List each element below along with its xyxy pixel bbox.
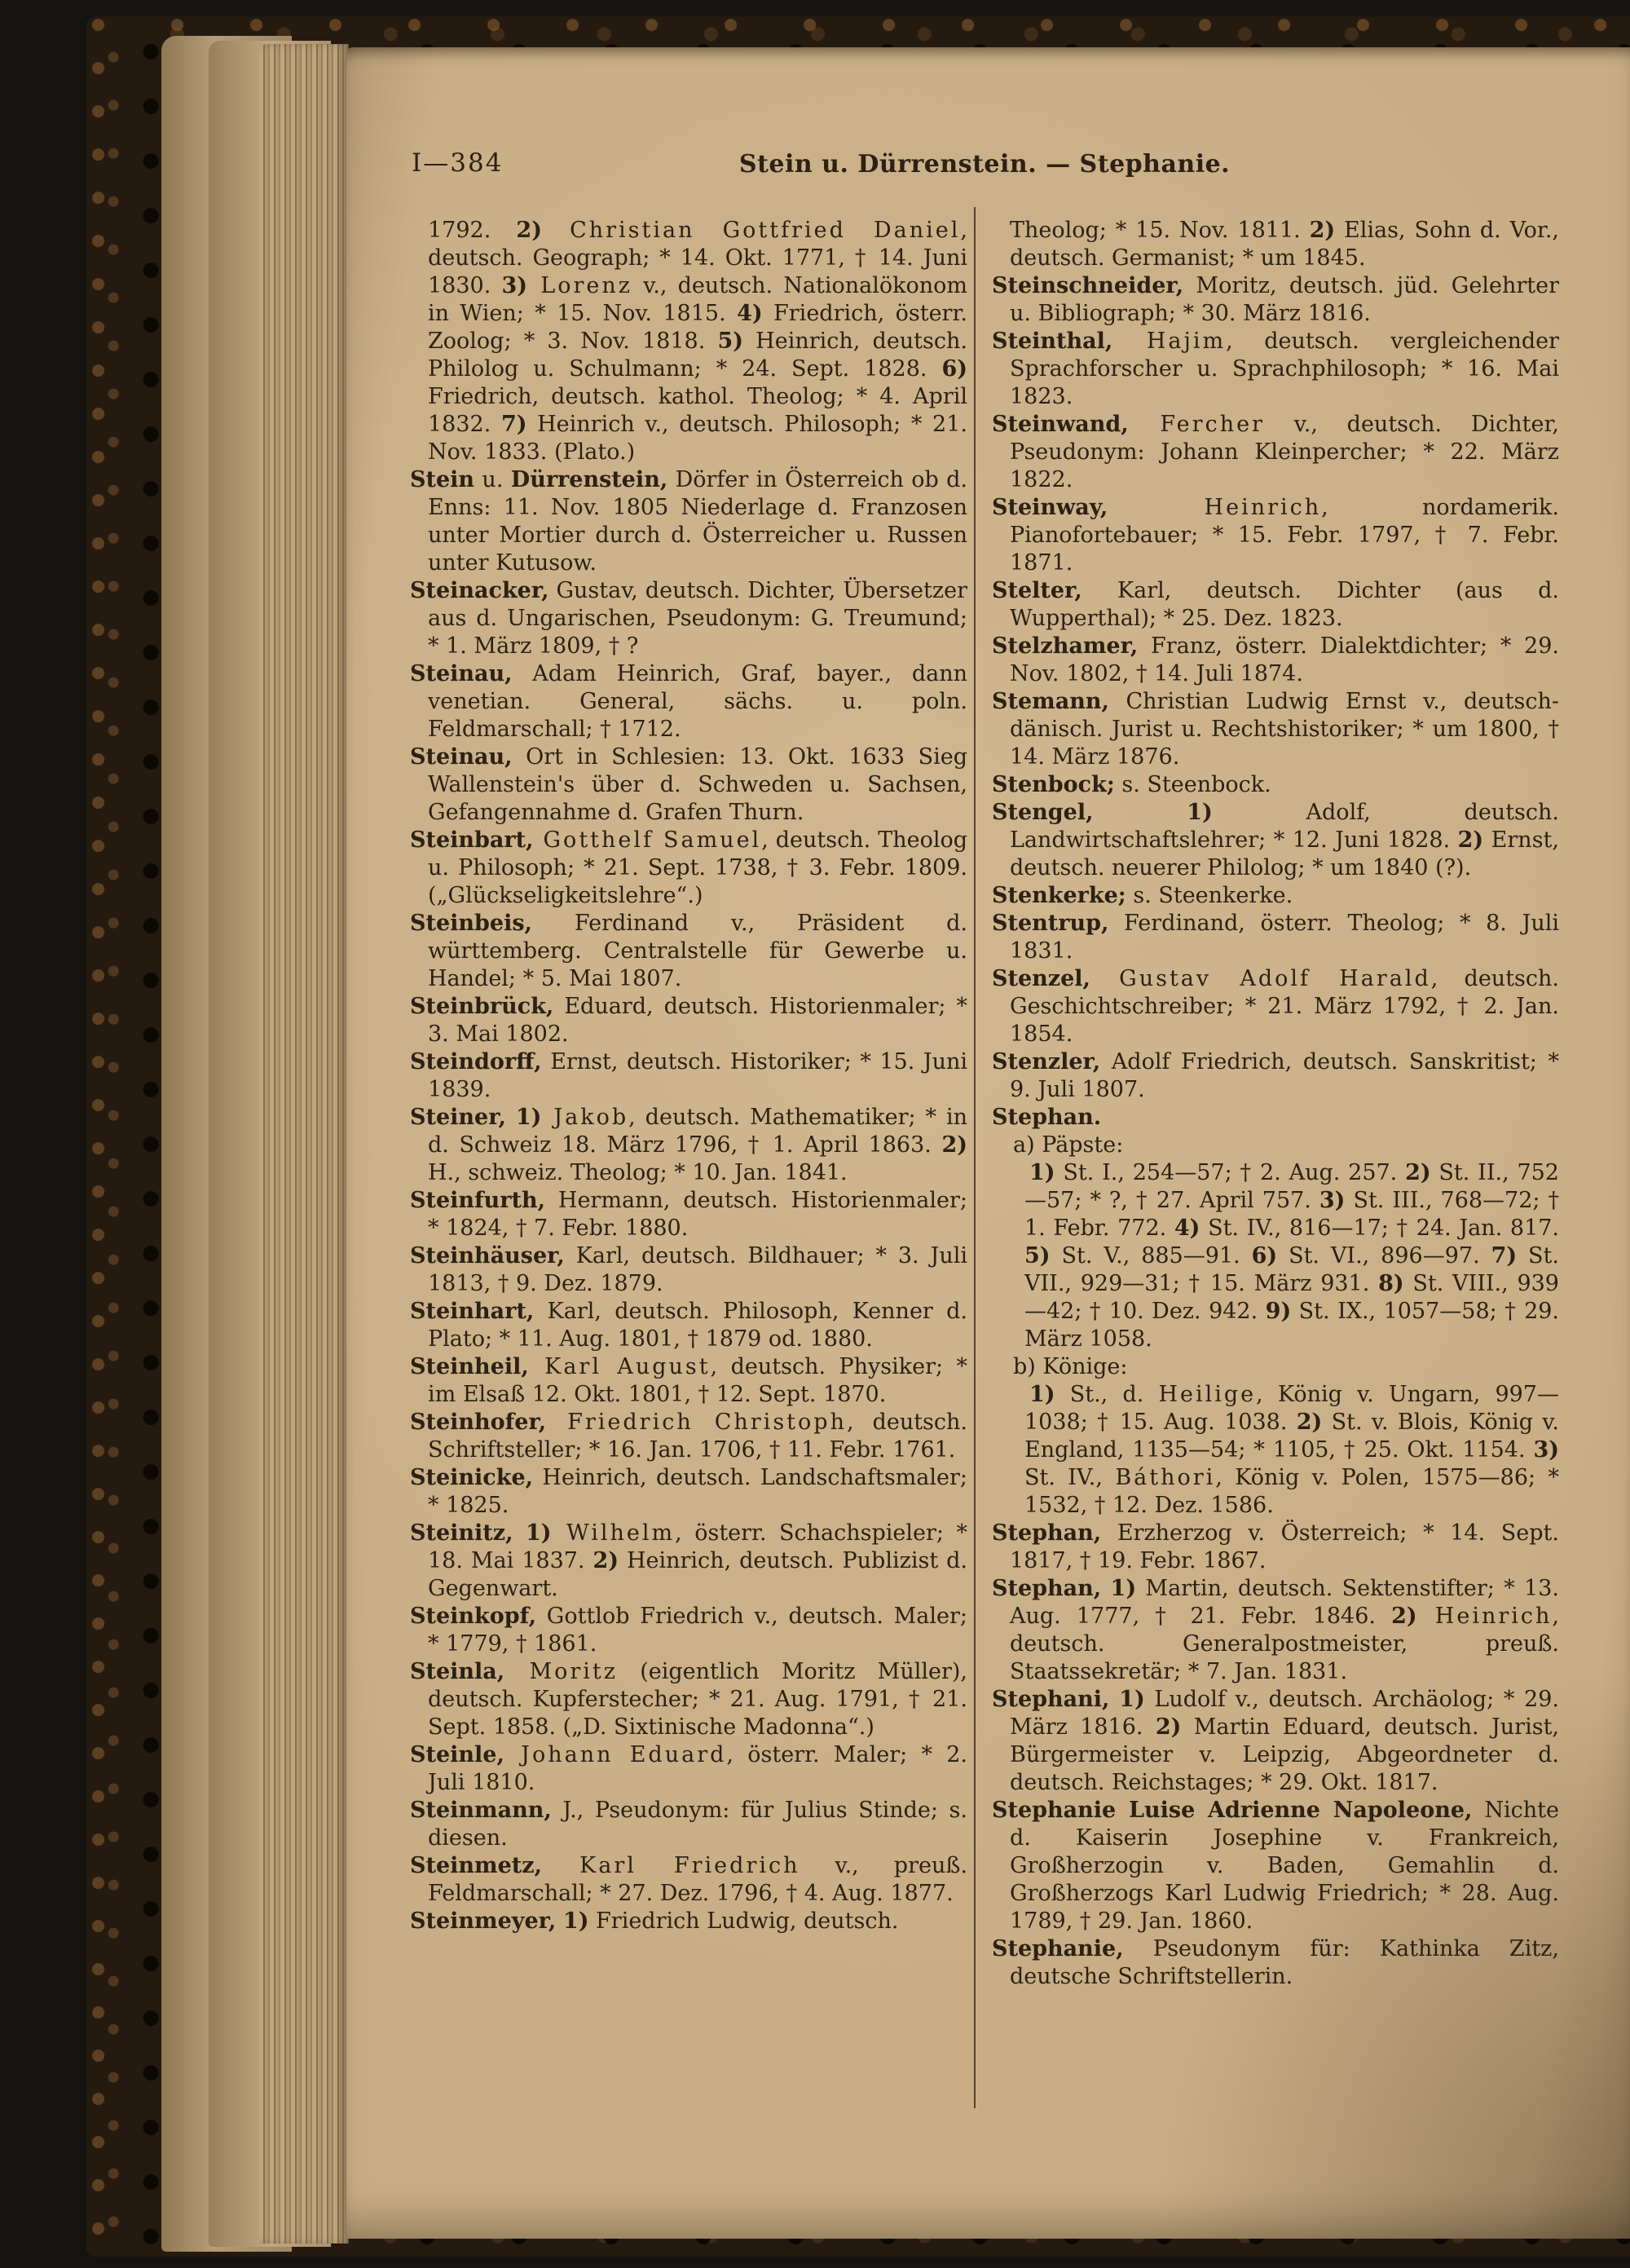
entry-text: Christian Ludwig Ernst v., deutsch-dänisch. Jurist u. Rechtshistoriker; * um 1800, † 14. März 1876. [1010, 689, 1559, 770]
entry-headword: Stenbock; [992, 772, 1115, 797]
entry-text: v., deutsch. Dichter, Pseudonym: Johann Kleinpercher; * 22. März 1822. [1010, 412, 1559, 492]
entry-headword: Steinhäuser, [410, 1243, 565, 1269]
entry-headword: Stephanie, [992, 1936, 1124, 1961]
entry-headword: 9) [1265, 1299, 1292, 1324]
entry-headword: 4) [737, 301, 763, 326]
entry-headword: Stephanie Luise Adrienne Napoleone, [992, 1798, 1473, 1823]
entry-text: Gustav Adolf Harald [1090, 966, 1431, 991]
dictionary-entry [992, 1381, 1559, 1520]
entry-headword: Stengel, [992, 800, 1094, 825]
dictionary-entry [992, 1575, 1559, 1686]
entry-headword: Steinbrück, [410, 994, 554, 1019]
dictionary-entry [992, 799, 1559, 882]
dictionary-entry [992, 1797, 1559, 1935]
dictionary-entry [410, 466, 967, 577]
entry-headword: Stephan. [992, 1105, 1102, 1130]
entry-text: Gotthelf Samuel [533, 827, 762, 853]
entry-headword: Stenzler, [992, 1049, 1101, 1074]
entry-headword: Stelzhamer, [992, 633, 1139, 659]
entry-text: Adolf Friedrich, deutsch. Sanskritist; * 9. Juli 1807. [1010, 1049, 1559, 1102]
entry-headword: 2) [516, 218, 542, 243]
entry-headword: 1) [525, 1520, 552, 1546]
entry-headword: 2) [1457, 827, 1484, 853]
entry-text [1101, 1576, 1110, 1601]
dictionary-entry [992, 411, 1559, 494]
entry-headword: 1) [515, 1105, 542, 1130]
entry-text: J., Pseudonym: für Julius Stinde; s. diesen. [428, 1798, 967, 1851]
entry-headword: 1) [1029, 1382, 1055, 1407]
entry-text: Moritz, deutsch. jüd. Gelehrter u. Bibliograph; * 30. März 1816. [1010, 273, 1559, 326]
entry-headword: Steinwand, [992, 412, 1129, 437]
dictionary-entry [992, 272, 1559, 328]
dictionary-entry [410, 1797, 967, 1852]
dictionary-entry [992, 217, 1559, 272]
entry-text: , deutsch. Physiker; * im Elsaß 12. Okt. 1801, † 12. Sept. 1870. [428, 1354, 967, 1407]
entry-text [1094, 800, 1187, 825]
page-stack-edge-lines [259, 44, 349, 2244]
entry-text [1109, 1687, 1119, 1712]
entry-headword: 5) [1024, 1243, 1051, 1269]
dictionary-entry [410, 1658, 967, 1741]
entry-text: Heinrich [1416, 1604, 1553, 1629]
dictionary-entry [410, 217, 967, 466]
entry-text: , nordamerik. Pianofortebauer; * 15. Febr. 1797, † 7. Febr. 1871. [1010, 495, 1559, 576]
entry-text: Dörfer in Österreich ob d. Enns: 11. Nov. 1805 Niederlage d. Franzosen unter Mortier durch d. Österreicher u. Russen unter Kutusow. [428, 467, 967, 576]
entry-text: Erzherzog v. Österreich; * 14. Sept. 1817, † 19. Febr. 1867. [1010, 1520, 1559, 1573]
dictionary-entry [992, 1353, 1559, 1381]
entry-text: St. VII., 929—31; † 15. März 931. [1024, 1243, 1559, 1296]
entry-text: St. IX., 1057—58; † 29. März 1058. [1024, 1299, 1559, 1352]
entry-headword: Steinau, [410, 661, 513, 686]
dictionary-entry [410, 1048, 967, 1104]
entry-headword: Steinhart, [410, 1299, 535, 1324]
entry-text: St. VIII., 939—42; † 10. Dez. 942. [1024, 1271, 1559, 1324]
entry-text: Heinrich, deutsch. Landschaftsmaler; * 1825. [428, 1465, 967, 1518]
entry-text: Fercher [1128, 412, 1265, 437]
entry-text: Martin, deutsch. Sektenstifter; * 13. Aug. 1777, † 21. Febr. 1846. [1010, 1576, 1559, 1629]
dictionary-entry [410, 1409, 967, 1464]
entry-text: Karl, deutsch. Bildhauer; * 3. Juli 1813, † 9. Dez. 1879. [428, 1243, 967, 1296]
entry-text: , österr. Schachspieler; * 18. Mai 1837. [428, 1520, 967, 1573]
entry-headword: Steinicke, [410, 1465, 534, 1490]
entry-headword: Steindorff, [410, 1049, 542, 1074]
dictionary-entry [992, 1686, 1559, 1797]
entry-text: Friedrich, österr. Zoolog; * 3. Nov. 1818. [428, 301, 967, 354]
right-column [992, 217, 1559, 2110]
entry-text: s. Steenbock. [1114, 772, 1271, 797]
dictionary-entry [410, 1242, 967, 1298]
entry-text: Hajim [1112, 329, 1227, 354]
entry-text [556, 1908, 563, 1934]
entry-text: Karl Friedrich [542, 1853, 800, 1878]
entry-text: Johann Eduard [504, 1742, 727, 1767]
entry-headword: 1) [1110, 1576, 1137, 1601]
entry-text: Heinrich [1108, 495, 1322, 520]
entry-text: , deutsch. Mathematiker; * in d. Schweiz 18. März 1796, † 1. April 1863. [428, 1105, 967, 1158]
dictionary-entry [410, 1104, 967, 1187]
entry-text: (eigentlich Moritz Müller), deutsch. Kupferstecher; * 21. Aug. 1791, † 21. Sept. 1858. („D. Sixtinische Madonna“.) [428, 1659, 967, 1740]
entry-text: St. IV., [1024, 1465, 1116, 1490]
entry-text: Eduard, deutsch. Historienmaler; * 3. Mai 1802. [428, 994, 967, 1047]
entry-text: Friedrich Ludwig, deutsch. [588, 1908, 899, 1934]
dictionary-entry [992, 577, 1559, 633]
entry-text: St. II., 752—57; * ?, † 27. April 757. [1024, 1160, 1559, 1213]
entry-headword: Steinkopf, [410, 1604, 537, 1629]
entry-headword: 2) [1309, 218, 1336, 243]
entry-text: , deutsch. Schriftsteller; * 16. Jan. 1706, † 11. Febr. 1761. [428, 1410, 967, 1463]
entry-text: Jakob [541, 1105, 629, 1130]
entry-headword: 8) [1378, 1271, 1404, 1296]
entry-text: Heinrich v., deutsch. Philosoph; * 21. Nov. 1833. (Plato.) [428, 412, 967, 465]
entry-text: Franz, österr. Dialektdichter; * 29. Nov. 1802, † 14. Juli 1874. [1010, 633, 1559, 686]
entry-headword: Steinau, [410, 744, 513, 770]
entry-headword: Steiner, [410, 1105, 506, 1130]
page-number: I—384 [412, 148, 504, 178]
entry-headword: 3) [1319, 1188, 1346, 1213]
dictionary-entry [410, 827, 967, 910]
dictionary-entry [410, 743, 967, 827]
dictionary-entry [410, 910, 967, 993]
entry-text: , deutsch. vergleichender Sprachforscher u. Sprachphilosoph; * 16. Mai 1823. [1010, 329, 1559, 409]
dictionary-entry [410, 993, 967, 1048]
entry-headword: 7) [1491, 1243, 1518, 1269]
entry-text: St. v. Blois, König v. England, 1135—54; * 1105, † 25. Okt. 1154. [1024, 1410, 1559, 1463]
dictionary-entry [992, 1520, 1559, 1575]
entry-text: Christian Gottfried Daniel [541, 218, 961, 243]
entry-text: Lorenz [527, 273, 632, 298]
entry-text: Ernst, deutsch. neuerer Philolog; * um 1840 (?). [1010, 827, 1559, 880]
entry-headword: Stephan, [992, 1576, 1102, 1601]
entry-headword: 6) [941, 356, 967, 382]
entry-headword: Steinschneider, [992, 273, 1184, 298]
dictionary-entry [992, 1935, 1559, 1991]
entry-text: 1792. [428, 218, 517, 243]
entry-text: Martin Eduard, deutsch. Jurist, Bürgermeister v. Leipzig, Abgeordneter d. deutsch. Reichstages; * 29. Okt. 1817. [1010, 1714, 1559, 1795]
entry-text: a) Päpste: [1013, 1132, 1124, 1158]
entry-text: St., d. [1055, 1382, 1159, 1407]
entry-text: Nichte d. Kaiserin Josephine v. Frankreich, Großherzogin v. Baden, Gemahlin d. Großherzogs Karl Ludwig Friedrich; * 28. Aug. 1789, † 29. Jan. 1860. [1010, 1798, 1559, 1934]
entry-headword: Stein [410, 467, 475, 492]
entry-headword: Stentrup, [992, 911, 1109, 936]
running-title: Stein u. Dürrenstein. — Stephanie. [738, 150, 1231, 179]
dictionary-entry [410, 1353, 967, 1409]
entry-text: Báthori [1115, 1465, 1216, 1490]
entry-headword: Steinbeis, [410, 911, 532, 936]
entry-text: St. III., 768—72; † 1. Febr. 772. [1024, 1188, 1559, 1241]
dictionary-entry [410, 1187, 967, 1242]
entry-text: Gottlob Friedrich v., deutsch. Maler; * 1779, † 1861. [428, 1604, 967, 1657]
entry-headword: Stenkerke; [992, 883, 1126, 908]
entry-text: Moritz [504, 1659, 618, 1684]
entry-text: Ernst, deutsch. Historiker; * 15. Juni 1839. [428, 1049, 967, 1102]
entry-text: , König v. Ungarn, 997—1038; † 15. Aug. 1038. [1024, 1382, 1559, 1435]
entry-headword: Steinbart, [410, 827, 534, 853]
entry-headword: 7) [500, 412, 527, 437]
entry-headword: Steinmetz, [410, 1853, 542, 1878]
entry-headword: 3) [501, 273, 528, 298]
entry-text: H., schweiz. Theolog; * 10. Jan. 1841. [428, 1160, 848, 1185]
entry-headword: 1) [1029, 1160, 1055, 1185]
entry-headword: Steinhofer, [410, 1410, 547, 1435]
entry-text: Elias, Sohn d. Vor., deutsch. Germanist; * um 1845. [1010, 218, 1559, 271]
dictionary-entry [992, 494, 1559, 577]
entry-text: v., deutsch. Nationalökonom in Wien; * 15. Nov. 1815. [428, 273, 967, 326]
entry-headword: Stemann, [992, 689, 1109, 714]
dictionary-entry [992, 910, 1559, 965]
entry-headword: 4) [1174, 1216, 1200, 1241]
entry-headword: 3) [1533, 1437, 1559, 1463]
entry-text: , deutsch. Theolog u. Philosoph; * 21. Sept. 1738, † 3. Febr. 1809. („Glückseligkeitslehre“.) [428, 827, 967, 908]
entry-text: Adam Heinrich, Graf, bayer., dann venetian. General, sächs. u. poln. Feldmarschall; † 1712. [428, 661, 967, 742]
entry-text: St. IV., 816—17; † 24. Jan. 817. [1200, 1216, 1559, 1241]
entry-headword: 1) [1119, 1687, 1145, 1712]
dictionary-entry [992, 633, 1559, 688]
entry-text: Heinrich, deutsch. Philolog u. Schulmann; * 24. Sept. 1828. [428, 329, 967, 382]
dictionary-entry [410, 660, 967, 743]
dictionary-entry [992, 771, 1559, 799]
entry-text [506, 1105, 516, 1130]
dictionary-entry [992, 1159, 1559, 1353]
entry-headword: Stenzel, [992, 966, 1090, 991]
entry-headword: Steinitz, [410, 1520, 513, 1546]
entry-text: u. [474, 467, 511, 492]
entry-headword: Steinmann, [410, 1798, 552, 1823]
entry-text: Wilhelm [551, 1520, 676, 1546]
dictionary-entry [992, 882, 1559, 910]
dictionary-entry [992, 965, 1559, 1048]
entry-headword: Stelter, [992, 578, 1082, 603]
entry-text: St. VI., 896—97. [1277, 1243, 1491, 1269]
entry-text: v., preuß. Feldmarschall; * 27. Dez. 1796, † 4. Aug. 1877. [428, 1853, 967, 1906]
entry-headword: Steinway, [992, 495, 1108, 520]
entry-text: Karl August [528, 1354, 711, 1379]
entry-text: Hermann, deutsch. Historienmaler; * 1824, † 7. Febr. 1880. [428, 1188, 967, 1241]
entry-headword: Steinacker, [410, 578, 549, 603]
entry-headword: 2) [1296, 1410, 1323, 1435]
dictionary-entry [410, 1908, 967, 1935]
dictionary-entry [410, 577, 967, 660]
entry-text: St. I., 254—57; † 2. Aug. 257. [1055, 1160, 1406, 1185]
dictionary-entry [992, 1132, 1559, 1159]
entry-text: Heinrich, deutsch. Publizist d. Gegenwart. [428, 1548, 967, 1601]
entry-headword: 5) [717, 329, 744, 354]
dictionary-entry [410, 1852, 967, 1908]
entry-text: , österr. Maler; * 2. Juli 1810. [428, 1742, 967, 1795]
entry-headword: Steinfurth, [410, 1188, 546, 1213]
entry-text: , deutsch. Geograph; * 14. Okt. 1771, † 14. Juni 1830. [428, 218, 967, 298]
entry-headword: Stephani, [992, 1687, 1110, 1712]
dictionary-entry [410, 1464, 967, 1520]
entry-text: Adolf, deutsch. Landwirtschaftslehrer; * 12. Juni 1828. [1010, 800, 1559, 853]
entry-headword: Steinmeyer, [410, 1908, 557, 1934]
entry-headword: Steinla, [410, 1659, 505, 1684]
entry-text: St. V., 885—91. [1050, 1243, 1252, 1269]
entry-text: Karl, deutsch. Philosoph, Kenner d. Plato; * 11. Aug. 1801, † 1879 od. 1880. [428, 1299, 967, 1352]
entry-headword: Steinthal, [992, 329, 1113, 354]
entry-headword: 2) [593, 1548, 619, 1573]
entry-text: Karl, deutsch. Dichter (aus d. Wupperthal); * 25. Dez. 1823. [1010, 578, 1559, 631]
entry-headword: Stephan, [992, 1520, 1102, 1546]
entry-text: Heilige [1158, 1382, 1257, 1407]
entry-text: b) Könige: [1013, 1354, 1128, 1379]
entry-headword: 2) [941, 1132, 967, 1158]
entry-text [513, 1520, 526, 1546]
left-column [410, 217, 967, 2110]
entry-text: s. Steenkerke. [1126, 883, 1293, 908]
entry-headword: Dürrenstein, [510, 467, 668, 492]
entry-text: Friedrich, deutsch. kathol. Theolog; * 4. April 1832. [428, 384, 967, 437]
entry-text: , deutsch. Geschichtschreiber; * 21. März 1792, † 2. Jan. 1854. [1010, 966, 1559, 1047]
entry-text: Ort in Schlesien: 13. Okt. 1633 Sieg Wallenstein's über d. Schweden u. Sachsen, Gefangennahme d. Grafen Thurn. [428, 744, 967, 825]
entry-headword: 2) [1155, 1714, 1182, 1740]
entry-text: Gustav, deutsch. Dichter, Übersetzer aus d. Ungarischen, Pseudonym: G. Treumund; * 1. März 1809, † ? [428, 578, 967, 659]
entry-text: Friedrich Christoph [546, 1410, 847, 1435]
entry-text: , König v. Polen, 1575—86; * 1532, † 12. Dez. 1586. [1024, 1465, 1559, 1518]
entry-text: Theolog; * 15. Nov. 1811. [1010, 218, 1310, 243]
entry-headword: 2) [1405, 1160, 1431, 1185]
dictionary-entry [992, 328, 1559, 411]
entry-text: Ferdinand, österr. Theolog; * 8. Juli 1831. [1010, 911, 1559, 964]
entry-headword: 1) [1187, 800, 1213, 825]
dictionary-entry [410, 1741, 967, 1797]
dictionary-entry [992, 1104, 1559, 1132]
dictionary-entry [410, 1603, 967, 1658]
dictionary-entry [410, 1298, 967, 1353]
entry-headword: 6) [1251, 1243, 1278, 1269]
entry-headword: 1) [562, 1908, 589, 1934]
dictionary-entry [992, 688, 1559, 771]
book-page [346, 47, 1630, 2239]
dictionary-entry [992, 1048, 1559, 1104]
entry-text: Pseudonym für: Kathinka Zitz, deutsche Schriftstellerin. [1010, 1936, 1559, 1989]
entry-text: Ferdinand v., Präsident d. württemberg. Centralstelle für Gewerbe u. Handel; * 5. Mai 1807. [428, 911, 967, 991]
dictionary-entry [410, 1520, 967, 1603]
column-divider [974, 207, 976, 2108]
entry-text: , deutsch. Generalpostmeister, preuß. Staatssekretär; * 7. Jan. 1831. [1010, 1604, 1559, 1684]
entry-headword: Steinle, [410, 1742, 504, 1767]
entry-text: Ludolf v., deutsch. Archäolog; * 29. März 1816. [1010, 1687, 1559, 1740]
entry-headword: 2) [1391, 1604, 1417, 1629]
entry-headword: Steinheil, [410, 1354, 529, 1379]
